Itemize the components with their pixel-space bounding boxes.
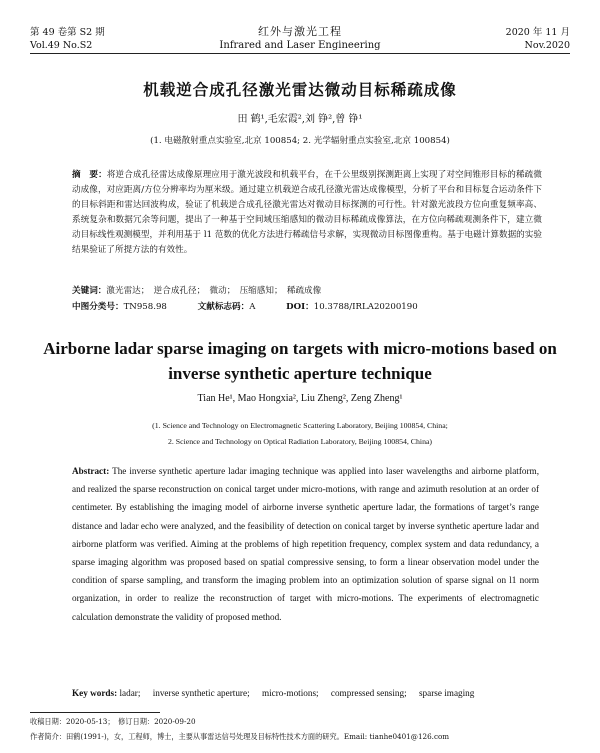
en-title: Airborne ladar sparse imaging on targets with micro-motions based on inverse synthetic aperture technique <box>43 339 557 383</box>
doi-value: 10.3788/IRLA20200190 <box>313 302 418 312</box>
en-keywords-label: Key words: <box>72 688 118 698</box>
en-abstract-text: The inverse synthetic aperture ladar imaging technique was applied into laser wavelengths and airborne platform, and realized the sparse reconstruction on conical target under micro-motions, with range and azimuth resolution at an order of centimeter. By establishing the imaging model of airborne inverse synthetic aperture ladar, the formations of target’s range distance and ladar echo were analyzed, and the feasibility of detection on conical target by inverse synthetic aperture ladar and airborne platform was verified. Aiming at the problems of high repetition frequency, complex system and data redundancy, a sparse imaging algorithm was proposed based on spatial compressive sensing, to form a linear observation model under the condition of sparse sampling, and transform the imaging problem into an optimization solution of sparse signal on l1 norm organization, in order to realize the reconstruction of target with micro-motions. The experiments of electromagnetic calculation demonstrate the validity of proposed method. <box>72 466 539 622</box>
cn-authors: 田 鹤¹,毛宏霞²,刘 铮²,曾 铮¹ <box>237 114 363 125</box>
en-authors: Tian He¹, Mao Hongxia², Liu Zheng², Zeng Zheng¹ <box>197 393 403 404</box>
cn-keywords-label: 关键词： <box>72 286 107 296</box>
cn-affiliation: (1. 电磁散射重点实验室,北京 100854; 2. 光学辐射重点实验室,北京 100854) <box>150 136 450 146</box>
en-abstract-label: Abstract: <box>72 466 110 476</box>
en-abstract <box>72 462 539 626</box>
cn-abstract-text: 将逆合成孔径雷达成像原理应用于激光波段和机载平台，在千公里级别探测距离上实现了对空间锥形目标的稀疏微动成像，对应距离/方位分辨率均为厘米级。通过建立机载逆合成孔径激光雷达成像模型，分析了平台和目标复合运动条件下的目标斜距和雷达回波构成，验证了机载逆合成孔径激光雷达对微动目标探测的可行性。针对激光波段方位向重复频率高、系统复杂和数据冗余等问题，提出了一种基于空间域压缩感知的微动目标稀疏成像算法，在方位向稀疏观测条件下，建立微动目标线性观测模型，并利用基于 l1 范数的优化方法进行稀疏信号求解，实现微动目标图像重构。基于电磁计算数据的实验结果验证了所提方法的有效性。 <box>72 170 542 255</box>
received-dates: 收稿日期：2020-05-13； 修订日期：2020-09-20 <box>30 717 196 726</box>
cn-title: 机载逆合成孔径激光雷达微动目标稀疏成像 <box>143 81 457 99</box>
footnote-rule <box>30 712 160 713</box>
cn-keywords <box>72 285 542 298</box>
header-date-en: Nov.2020 <box>524 40 570 51</box>
clc-label: 中图分类号： <box>72 302 124 312</box>
en-keyword: ladar; <box>119 688 141 698</box>
cn-keywords-text: 激光雷达； 逆合成孔径； 微动； 压缩感知； 稀疏成像 <box>106 286 322 296</box>
doi-label: DOI： <box>286 302 314 312</box>
en-keyword: sparse imaging <box>418 688 475 698</box>
header-rule <box>30 53 570 54</box>
journal-name-en: Infrared and Laser Engineering <box>219 40 381 51</box>
en-affiliation-2: 2. Science and Technology on Optical Radiation Laboratory, Beijing 100854, China) <box>167 437 433 446</box>
en-keywords <box>72 687 542 700</box>
en-keyword: micro-motions; <box>261 688 319 698</box>
doc-code-label: 文献标志码： <box>197 302 250 312</box>
doc-code-value: A <box>249 302 256 312</box>
clc-value: TN958.98 <box>123 302 167 312</box>
cn-classification <box>72 301 542 314</box>
header-volume-cn: 第 49 卷第 S2 期 <box>30 27 105 38</box>
en-keyword: compressed sensing; <box>330 688 407 698</box>
header-date-cn: 2020 年 11 月 <box>505 27 570 38</box>
journal-name-cn: 红外与激光工程 <box>258 25 342 38</box>
author-bio: 作者简介：田鹤(1991-)，女，工程师，博士，主要从事雷达信号处理及目标特性技术方面的研究。Email: tianhe0401@126.com <box>30 732 450 741</box>
cn-abstract <box>72 168 542 257</box>
en-keyword: inverse synthetic aperture; <box>152 688 250 698</box>
cn-abstract-label: 摘 要： <box>72 170 107 180</box>
en-affiliation <box>30 418 570 450</box>
en-affiliation-1: (1. Science and Technology on Electromagnetic Scattering Laboratory, Beijing 100854, China; <box>152 421 448 430</box>
header-volume-en: Vol.49 No.S2 <box>30 40 93 51</box>
